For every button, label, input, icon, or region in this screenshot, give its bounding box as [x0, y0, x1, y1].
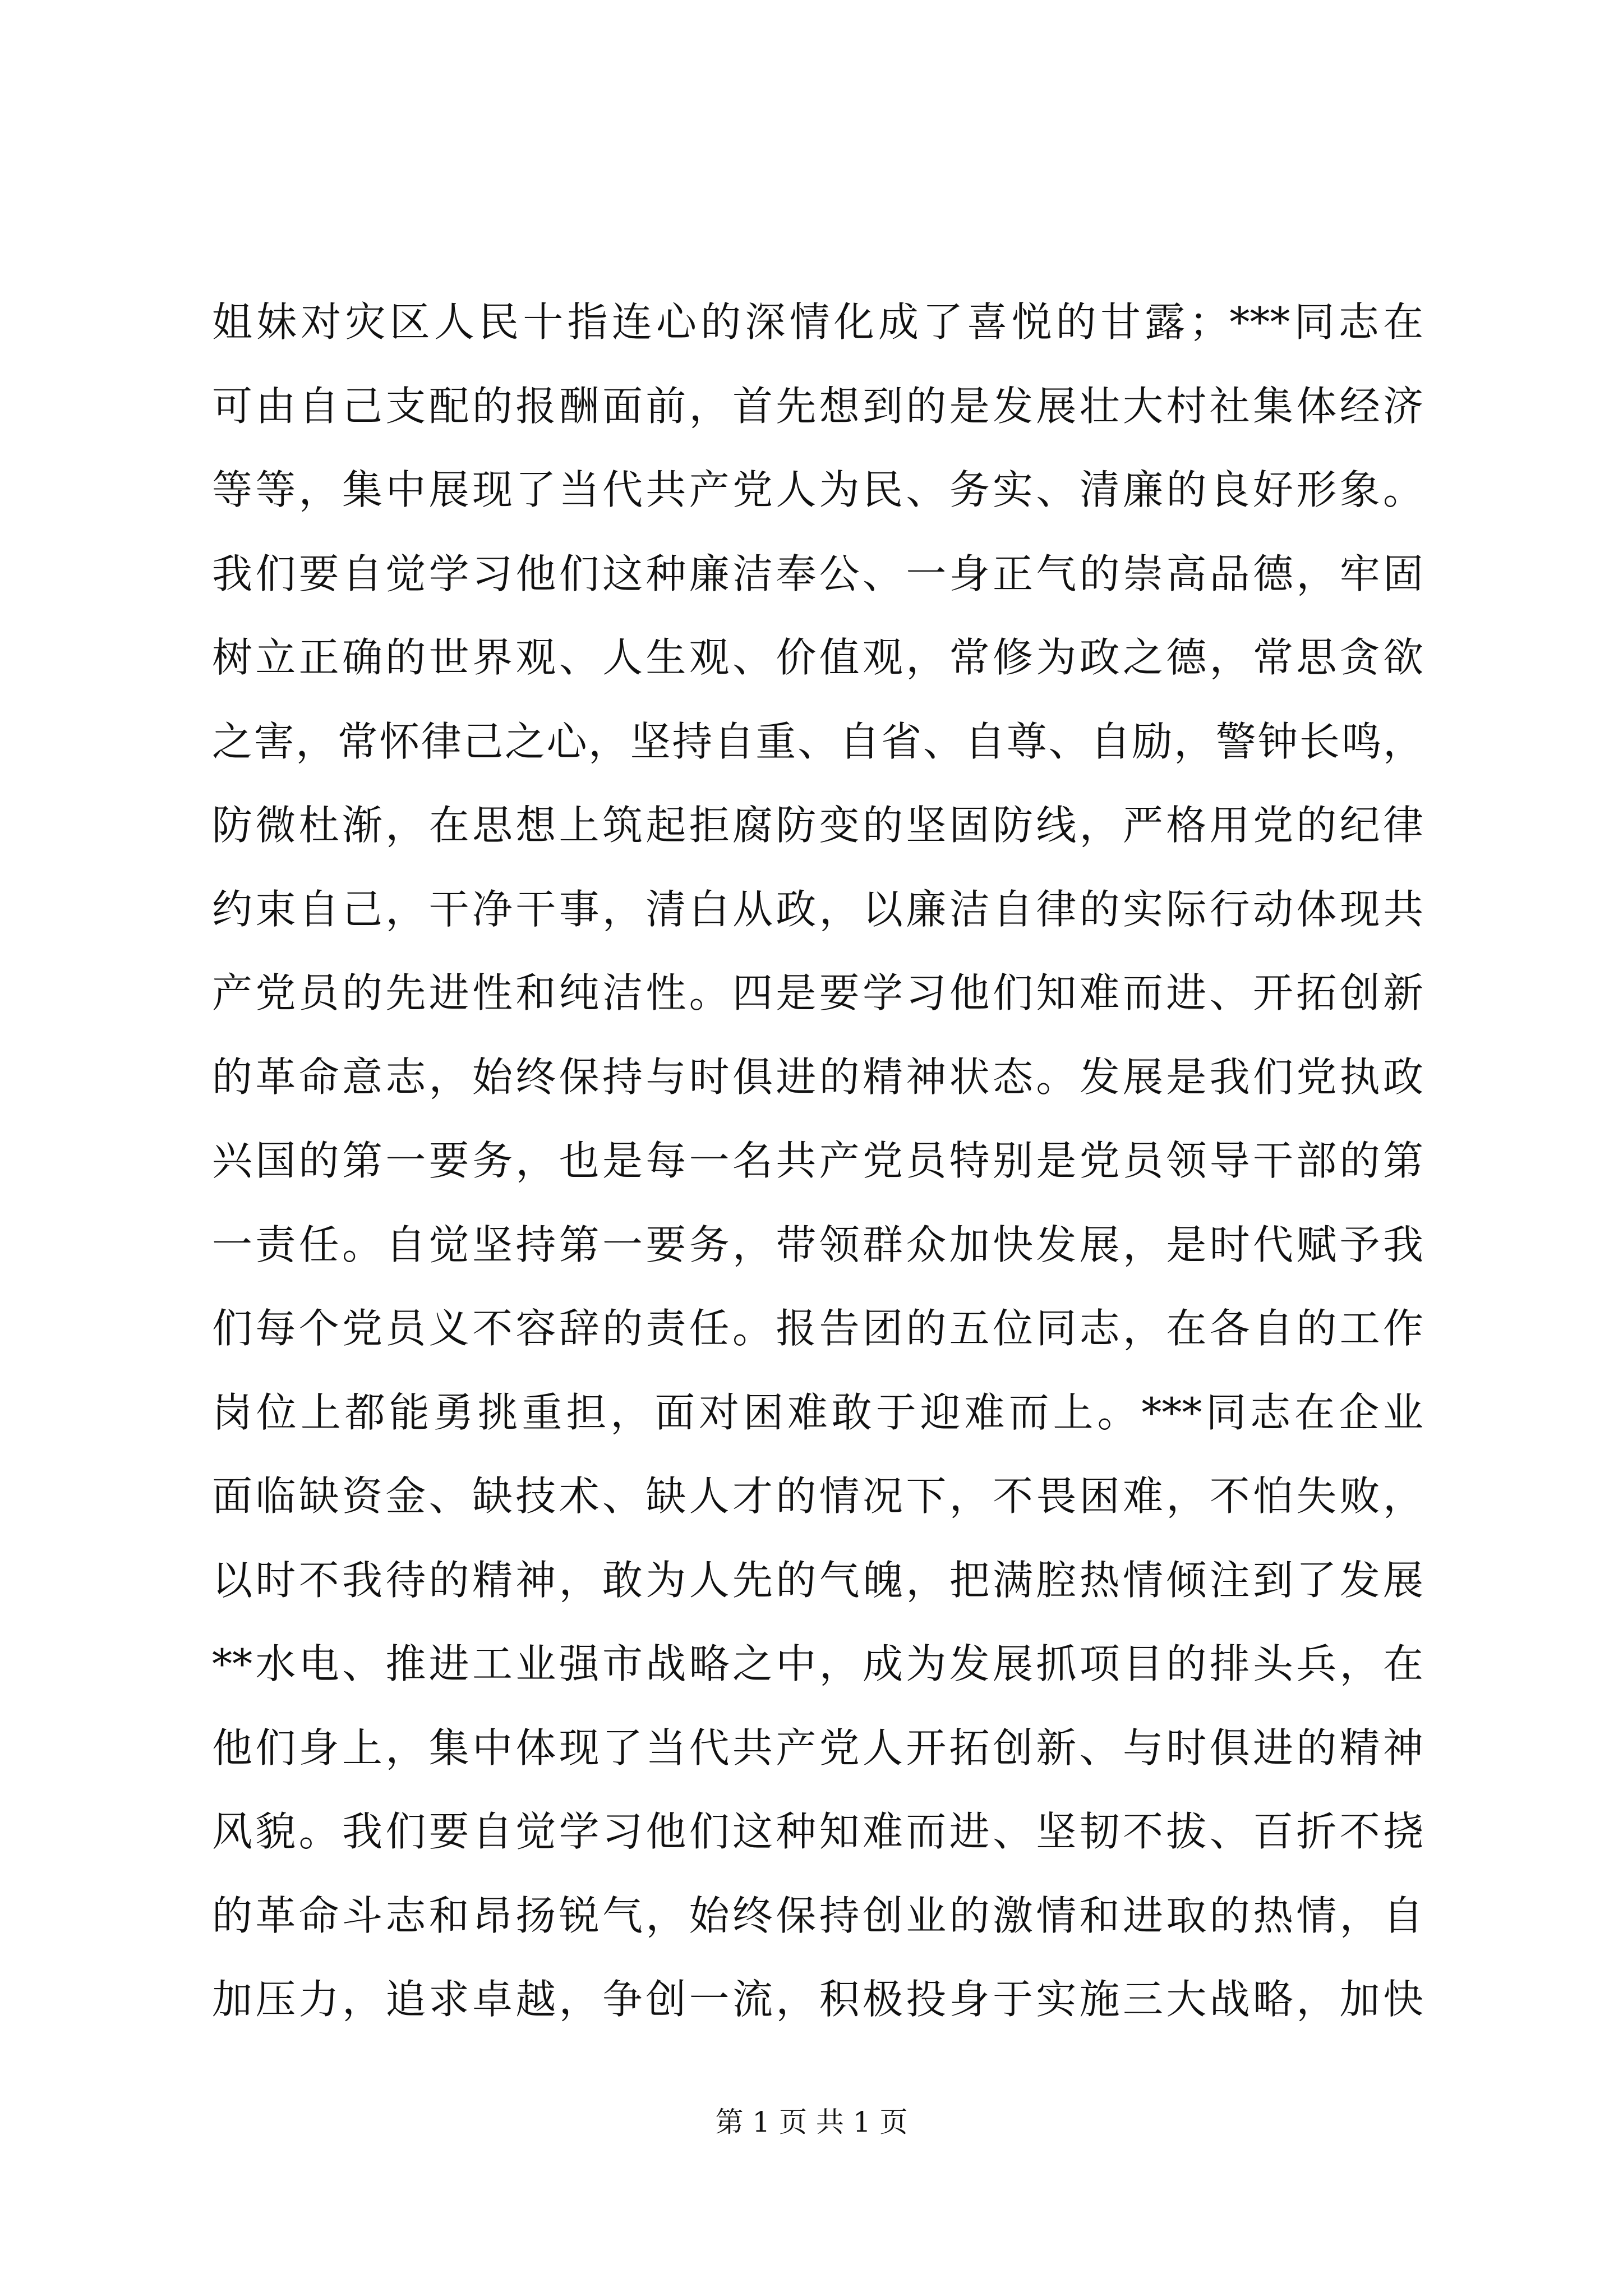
text-line: 之害，常怀律己之心，坚持自重、自省、自尊、自励，警钟长鸣，	[212, 717, 1423, 765]
text-line: 加压力，追求卓越，争创一流，积极投身于实施三大战略，加快	[212, 1976, 1423, 2023]
text-line: 等等，集中展现了当代共产党人为民、务实、清廉的良好形象。	[212, 466, 1423, 513]
text-line: 兴国的第一要务，也是每一名共产党员特别是党员领导干部的第	[212, 1137, 1423, 1184]
text-line: 的革命意志，始终保持与时俱进的精神状态。发展是我们党执政	[212, 1053, 1423, 1101]
body-text	[212, 280, 1423, 2042]
page-number-footer: 第 1 页 共 1 页	[715, 2106, 908, 2138]
text-line: 姐妹对灾区人民十指连心的深情化成了喜悦的甘露；***同志在	[212, 298, 1423, 346]
text-line: 们每个党员义不容辞的责任。报告团的五位同志，在各自的工作	[212, 1305, 1423, 1352]
text-line: 可由自己支配的报酬面前，首先想到的是发展壮大村社集体经济	[212, 382, 1423, 430]
text-line: 约束自己，干净干事，清白从政，以廉洁自律的实际行动体现共	[212, 885, 1423, 933]
text-line: 岗位上都能勇挑重担，面对困难敢于迎难而上。***同志在企业	[212, 1388, 1423, 1436]
text-line: 产党员的先进性和纯洁性。四是要学习他们知难而进、开拓创新	[212, 969, 1423, 1016]
text-line: 我们要自觉学习他们这种廉洁奉公、一身正气的崇高品德，牢固	[212, 550, 1423, 597]
text-line: 面临缺资金、缺技术、缺人才的情况下，不畏困难，不怕失败，	[212, 1473, 1423, 1520]
text-line: 防微杜渐，在思想上筑起拒腐防变的坚固防线，严格用党的纪律	[212, 802, 1423, 849]
text-line: **水电、推进工业强市战略之中，成为发展抓项目的排头兵，在	[212, 1640, 1423, 1687]
text-line: 的革命斗志和昂扬锐气，始终保持创业的激情和进取的热情，自	[212, 1892, 1423, 1939]
text-line: 风貌。我们要自觉学习他们这种知难而进、坚韧不拔、百折不挠	[212, 1808, 1423, 1855]
text-line: 以时不我待的精神，敢为人先的气魄，把满腔热情倾注到了发展	[212, 1556, 1423, 1604]
text-line: 树立正确的世界观、人生观、价值观，常修为政之德，常思贪欲	[212, 634, 1423, 681]
text-line: 他们身上，集中体现了当代共产党人开拓创新、与时俱进的精神	[212, 1724, 1423, 1772]
text-line: 一责任。自觉坚持第一要务，带领群众加快发展，是时代赋予我	[212, 1221, 1423, 1268]
